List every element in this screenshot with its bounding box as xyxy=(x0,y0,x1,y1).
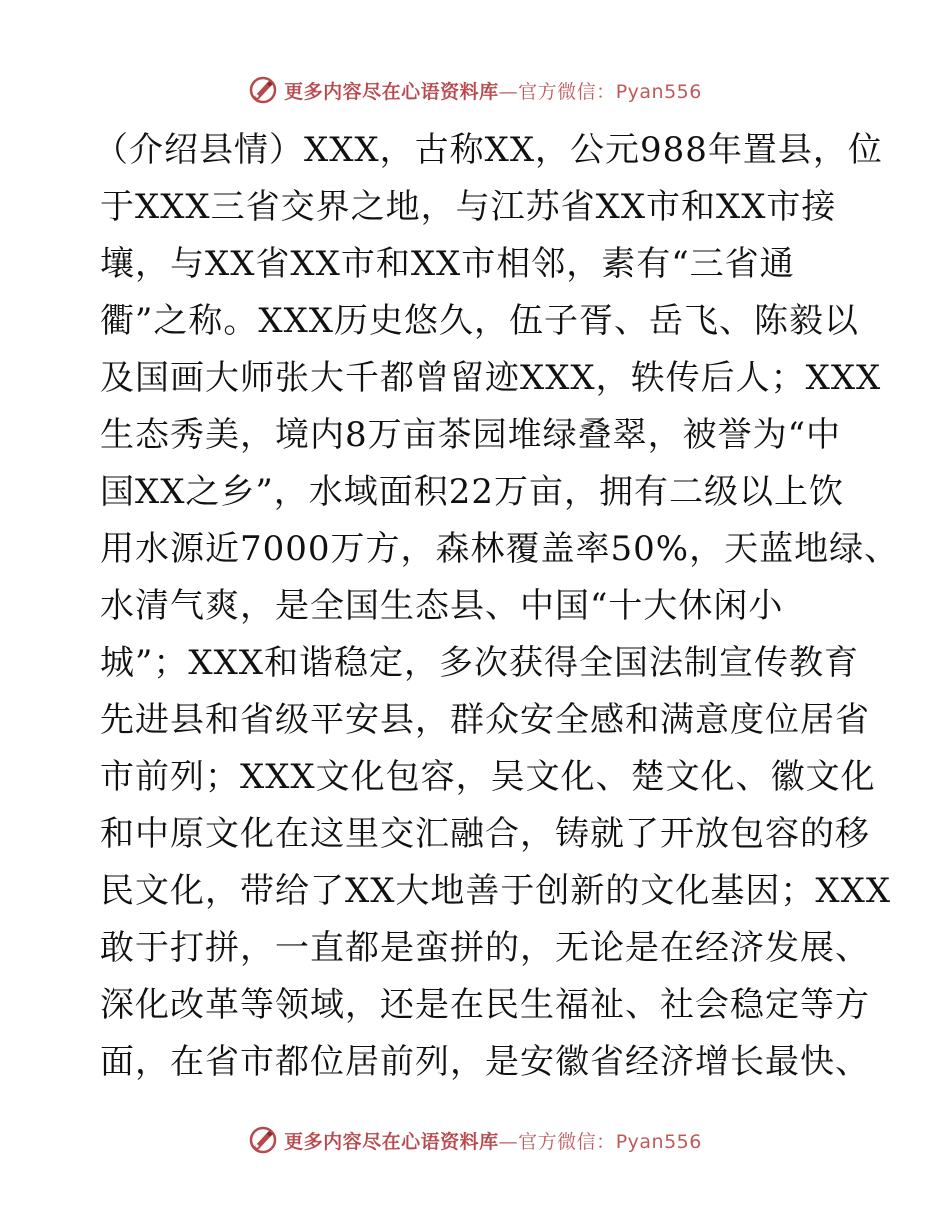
watermark-main: 更多内容尽在心语资料库 xyxy=(284,80,499,103)
text-line: 市前列；XXX文化包容，吴文化、楚文化、徽文化 xyxy=(100,757,876,797)
watermark-separator: — xyxy=(498,1130,519,1153)
text-line: 于XXX三省交界之地，与江苏省XX市和XX市接 xyxy=(100,187,837,227)
text-line: （介绍县情）XXX，古称XX，公元988年置县，位 xyxy=(94,130,883,170)
text-line: 衢”之称。XXX历史悠久，伍子胥、岳飞、陈毅以 xyxy=(100,301,859,341)
watermark-separator: — xyxy=(498,80,519,103)
watermark-id: Pyan556 xyxy=(615,80,702,103)
pen-logo-icon xyxy=(248,75,278,105)
watermark-text xyxy=(284,1127,702,1154)
watermark-official: 官方微信： xyxy=(518,80,616,103)
watermark-official: 官方微信： xyxy=(518,1130,616,1153)
text-line: 城”；XXX和谐稳定，多次获得全国法制宣传教育 xyxy=(100,643,859,683)
pen-logo-icon xyxy=(248,1125,278,1155)
text-line: 面，在省市都位居前列，是安徽省经济增长最快、 xyxy=(100,1042,870,1082)
text-line: 水清气爽，是全国生态县、中国“十大休闲小 xyxy=(100,586,784,626)
text-line: 和中原文化在这里交汇融合，铸就了开放包容的移 xyxy=(100,814,870,854)
document-body xyxy=(94,122,900,1091)
text-line: 深化改革等领域，还是在民生福祉、社会稳定等方 xyxy=(100,985,870,1025)
text-line: 国XX之乡”，水域面积22万亩，拥有二级以上饮 xyxy=(100,472,845,512)
watermark-main: 更多内容尽在心语资料库 xyxy=(284,1130,499,1153)
text-line: 先进县和省级平安县，群众安全感和满意度位居省 xyxy=(100,700,870,740)
text-line: 壤，与XX省XX市和XX市相邻，素有“三省通 xyxy=(100,244,795,284)
footer-watermark xyxy=(0,1120,950,1160)
watermark-text xyxy=(284,77,702,104)
text-line: 生态秀美，境内8万亩茶园堆绿叠翠，被誉为“中 xyxy=(100,415,842,455)
text-line: 用水源近7000万方，森林覆盖率50%，天蓝地绿、 xyxy=(100,529,900,569)
header-watermark xyxy=(0,70,950,110)
text-line: 及国画大师张大千都曾留迹XXX，轶传后人；XXX xyxy=(100,358,882,398)
text-line: 民文化，带给了XX大地善于创新的文化基因；XXX xyxy=(100,871,892,911)
watermark-id: Pyan556 xyxy=(615,1130,702,1153)
text-line: 敢于打拼，一直都是蛮拼的，无论是在经济发展、 xyxy=(100,928,870,968)
